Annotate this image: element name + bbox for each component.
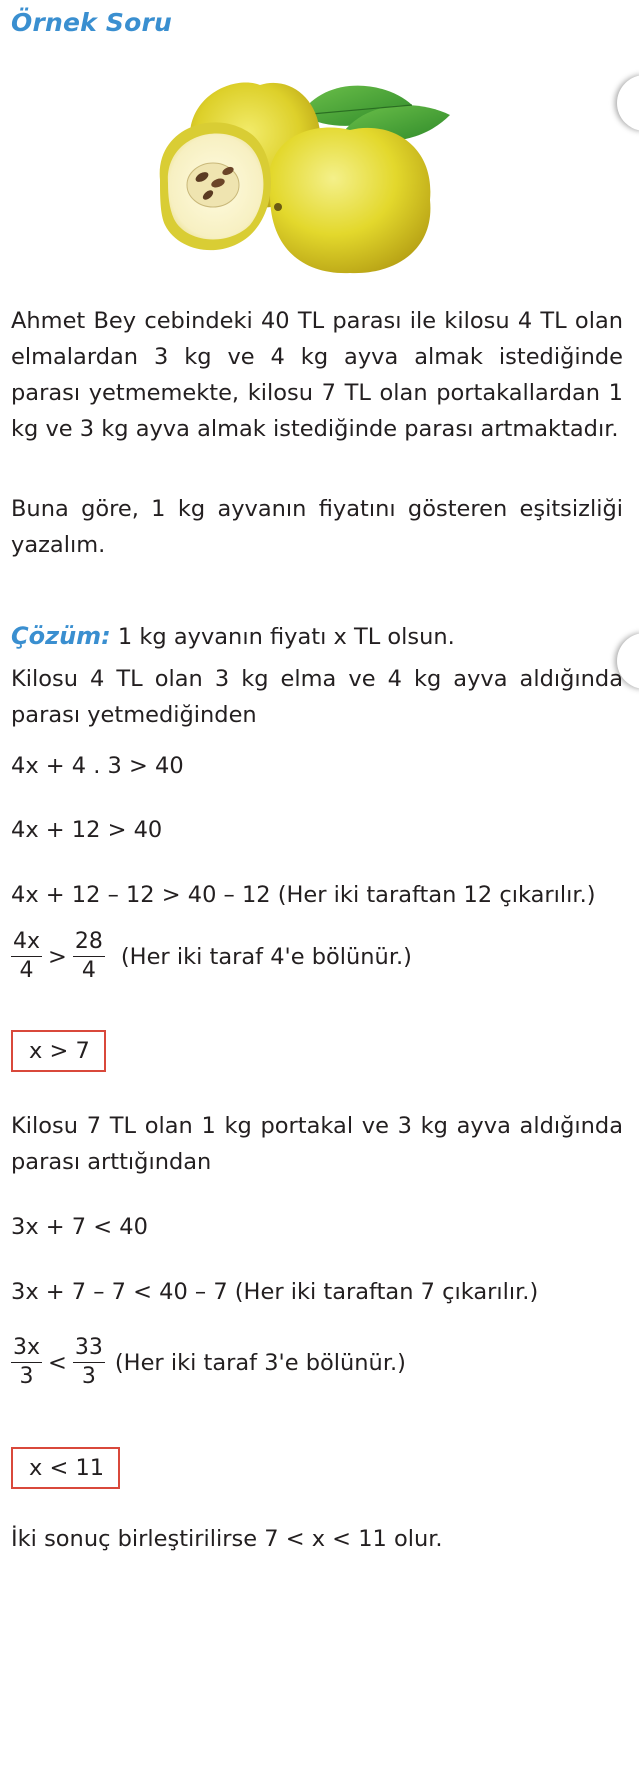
equation-7 <box>11 1336 406 1389</box>
equation-2: 4x + 12 > 40 <box>11 817 163 843</box>
equation-5: 3x + 7 < 40 <box>11 1214 148 1240</box>
result-box-2: x < 11 <box>11 1447 120 1489</box>
question-paragraph-1: Ahmet Bey cebindeki 40 TL parası ile kilosu 4 TL olan elmalardan 3 kg ve 4 kg ayva almak istediğinde parası yetmemekte, kilosu 7 TL olan portakallardan 1 kg ve 3 kg ayva almak istediğinde parası artmaktadır. <box>11 308 623 442</box>
case2-text: Kilosu 7 TL olan 1 kg portakal ve 3 kg ayva aldığında parası arttığından <box>11 1113 623 1175</box>
equation-note: (Her iki taraf 3'e bölünür.) <box>114 1349 406 1376</box>
equation-3: 4x + 12 – 12 > 40 – 12 (Her iki taraftan 12 çıkarılır.) <box>11 882 596 908</box>
fraction-right: $\frac{33}{3}$ <box>74 1335 103 1389</box>
equation-1: 4x + 4 . 3 > 40 <box>11 753 184 779</box>
inequality-sign: < <box>48 1349 67 1376</box>
quince-image <box>150 75 480 290</box>
inequality-sign: > <box>48 943 67 970</box>
page-title: Örnek Soru <box>11 8 172 37</box>
fraction-left: $\frac{4x}{4}$ <box>13 929 41 983</box>
equation-4 <box>11 930 412 983</box>
conclusion: İki sonuç birleştirilirse 7 < x < 11 olur. <box>11 1526 443 1552</box>
equation-note: (Her iki taraf 4'e bölünür.) <box>120 943 412 970</box>
result-box-1: x > 7 <box>11 1030 106 1072</box>
question-paragraph-2: Buna göre, 1 kg ayvanın fiyatını gösteren eşitsizliği yazalım. <box>11 496 623 558</box>
solution-intro-text: 1 kg ayvanın fiyatı x TL olsun. <box>110 624 455 650</box>
equation-6: 3x + 7 – 7 < 40 – 7 (Her iki taraftan 7 çıkarılır.) <box>11 1279 539 1305</box>
case1-text: Kilosu 4 TL olan 3 kg elma ve 4 kg ayva aldığında parası yetmediğinden <box>11 666 623 728</box>
solution-label: Çözüm: <box>11 622 111 650</box>
side-tab-handle[interactable] <box>617 75 639 131</box>
fraction-left: $\frac{3x}{3}$ <box>13 1335 41 1389</box>
fraction-right: $\frac{28}{4}$ <box>74 929 103 983</box>
solution-intro <box>11 621 455 652</box>
